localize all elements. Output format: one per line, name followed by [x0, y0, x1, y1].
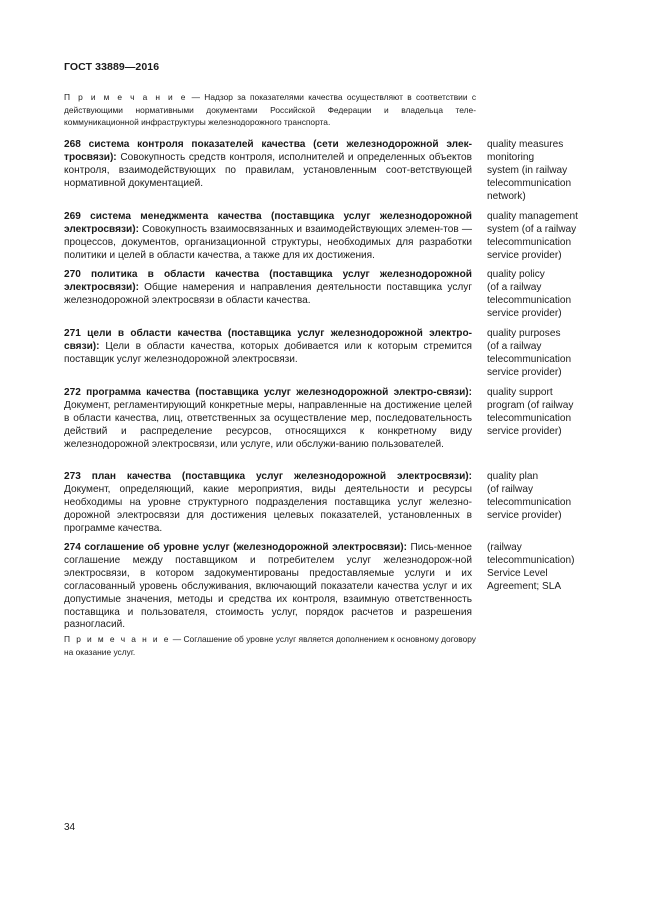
term-title: 268 система контроля показателей качества (сети железнодорожной элек-тросвязи): — [64, 139, 472, 163]
term-definition: Общие намерения и направления деятельности поставщика услуг железнодорожной электросвязи в области качества. — [64, 281, 472, 306]
term-definition: Цели в области качества, которых добивается или к которым стремится поставщик услуг железнодорожной электросвязи. — [64, 340, 472, 365]
note-label: П р и м е ч а н и е — [64, 92, 188, 102]
note-label: П р и м е ч а н и е — [64, 634, 171, 644]
page-number: 34 — [64, 822, 76, 833]
term-title: 270 политика в области качества (поставщика услуг железнодорожной электросвязи): — [64, 269, 472, 293]
term-definition: Документ, определяющий, какие мероприятия, виды деятельности и ресурсы необходимы на уровне структурного подразделения поставщика услуг железно-дорожной электросвязи для достижения целевых показателей, установленных в программе качества. — [64, 483, 472, 534]
note-bottom — [64, 633, 476, 658]
term-definition-ru — [64, 328, 472, 367]
term-definition-ru — [64, 269, 472, 308]
term-definition: Совокупность средств контроля, исполнителей и определенных объектов контроля, взаимодействующих по правилам, установленным соот-ветствующей нормативной документацией. — [64, 151, 472, 189]
note-text: — Соглашение об уровне услуг является дополнением к основному договору на оказание услуг. — [64, 634, 476, 657]
term-definition-ru — [64, 387, 472, 452]
term-english: quality policy (of a railway telecommunication service provider) — [487, 269, 572, 319]
term-definition-ru — [64, 471, 472, 536]
term-definition-ru — [64, 211, 472, 263]
term-title: 273 план качества (поставщика услуг железнодорожной электросвязи): — [64, 471, 472, 482]
term-title: 271 цели в области качества (поставщика услуг железнодорожной электро-связи): — [64, 328, 472, 352]
term-english: quality management system (of a railway telecommunication service provider) — [487, 211, 578, 261]
term-english: quality measures monitoring system (in railway telecommunication network) — [487, 139, 572, 202]
term-english: quality plan (of railway telecommunication service provider) — [487, 471, 572, 521]
document-header: ГОСТ 33889—2016 — [64, 61, 160, 73]
term-english: (railway telecommunication) Service Level Agreement; SLA — [487, 542, 575, 592]
term-definition: Пись-менное соглашение между поставщиком и потребителем услуг железнодорож-ной электросвязи, в котором задокументированы предоставляемые услуги и их согласованный уровень обслуживания, включающий показатели качества услуг и их допустимые значения, методы и средства их контроля, взаимную ответственность поставщика и пользователя, стоимость услуг, порядок расчетов и разрешения разногласий. — [64, 542, 472, 631]
term-title: 274 соглашение об уровне услуг (железнодорожной электросвязи): — [64, 542, 408, 553]
term-definition: Совокупность взаимосвязанных и взаимодействующих элемен-тов — процессов, документов, организационной структуры, необходимых для разработки политики и целей в области качества, а также для их достижения. — [64, 223, 472, 261]
term-title: 269 система менеджмента качества (поставщика услуг железнодорожной электросвязи): — [64, 211, 472, 235]
term-definition-ru — [64, 139, 472, 191]
note-text: — Надзор за показателями качества осуществляют в соответствии с действующими нормативными документами Российской Федерации и владельца теле-коммуникационной инфраструктуры железнодорожного транспорта. — [64, 92, 477, 128]
term-english: quality purposes (of a railway telecommunication service provider) — [487, 328, 572, 378]
term-definition-ru — [64, 542, 472, 632]
note-top — [64, 91, 476, 129]
term-definition: Документ, регламентирующий конкретные меры, направленные на достижение целей в области качества, лиц, ответственных за осуществление мер, последовательность действий и распределение ресурсов, относящихся к конкретному виду железнодорожной электросвязи, или услуге, или обслужи-ванию пользователей. — [64, 399, 472, 450]
term-english: quality support program (of railway telecommunication service provider) — [487, 387, 574, 437]
term-title: 272 программа качества (поставщика услуг железнодорожной электро-связи): — [64, 387, 472, 398]
